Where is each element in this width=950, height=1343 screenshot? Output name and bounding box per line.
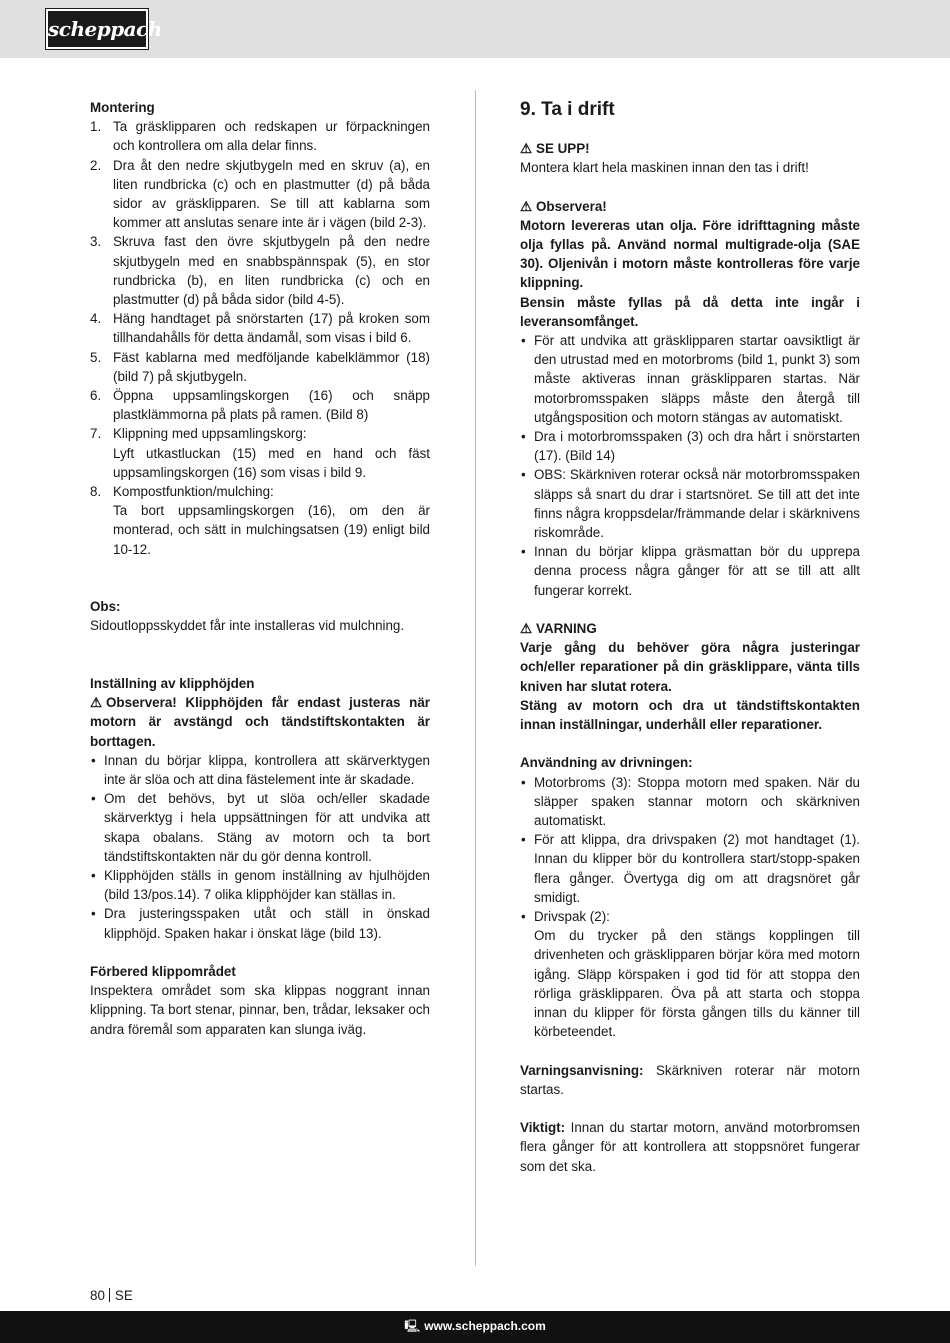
right-column [520,98,860,1176]
list-item: • Drivspak (2): Om du trycker på den stängs kopplingen till drivenheten och gräsklipparen börjar köra med motorn igång. Släpp körspaken i god tid för att stoppa den rörliga gräsklipparen. Öva på att starta och stoppa innan du klipper för första gången tills du känner till körbeteendet. [520,907,860,1041]
list-item: 4. Häng handtaget på snörstarten (17) på kroken som tillhandahålls för detta ändamål, som visas i bild 6. [90,311,430,346]
warning-icon: ⚠ [520,621,533,637]
list-item: 6. Öppna uppsamlingskorgen (16) och snäpp plastklämmorna på plats på ramen. (Bild 8) [90,388,430,423]
obs-text: Sidoutloppsskyddet får inte installeras vid mulchning. [90,618,405,634]
observera-text-2: Bensin måste fyllas på då detta inte ingår i leveransomfånget. [520,294,860,329]
list-item: • Innan du börjar klippa gräsmattan bör du upprepa denna process några gånger för att se till att allt fungerar korrekt. [520,542,860,600]
list-item: • För att klippa, dra drivspaken (2) mot handtaget (1). Innan du klipper bör du kontrollera start/stopp-spaken flera gånger. Övertyga dig om att dragsnöret går smidigt. [520,830,860,907]
start-bullets [520,331,860,600]
list-item-detail: Ta bort uppsamlingskorgen (16), om den är monterad, och sätt in mulchingsatsen (19) enligt bild 10-12. [113,503,430,557]
install-bullets [90,751,430,943]
page-footer [0,1311,950,1343]
list-item: 3. Skruva fast den övre skjutbygeln på den nedre skjutbygeln med en snabbspännspak (5), en stor rundbricka (b), en liten rundbricka (c) och en plastmutter (d) på båda sidor (bild 4-5). [90,234,430,308]
list-item: • Motorbroms (3): Stoppa motorn med spaken. När du släpper spaken stannar motorn och skärkniven automatiskt. [520,773,860,831]
viktigt-text: Viktigt: Innan du startar motorn, använd motorbromsen flera gånger för att kontrollera att stoppsnöret fungerar som det ska. [520,1120,860,1174]
obs-heading: Obs: [90,599,121,615]
varning-text-2: Stäng av motorn och dra ut tändstiftskontakten innan inställningar, underhåll eller reparationer. [520,697,860,733]
page-number: 80 SE [90,1288,133,1303]
list-item: 2. Dra åt den nedre skjutbygeln med en skruv (a), en liten rundbricka (c) och en plastmutter (d) på båda sidor av gräsklipparen. Se till att kablarna som kommer att anslutas senare inte är i vägen (bild 2-3). [90,157,430,231]
list-item: • Innan du börjar klippa, kontrollera att skärverktygen inte är slöa och att dina fästelement inte är skadade. [90,751,430,789]
list-item: 7. Klippning med uppsamlingskorg: Lyft utkastluckan (15) med en hand och fäst uppsamlingskorgen (16) som visas i bild 9. [90,424,430,482]
drive-bullets [520,773,860,1042]
list-item: • Om det behövs, byt ut slöa och/eller skadade skärverktyg i hela uppsättningen för att undvika att skapa obalans. Stäng av motorn och ta bort tändstiftskontakten när du gör denna kontroll. [90,789,430,866]
install-warning: ⚠ Observera! Klipphöjden får endast justeras när motorn är avstängd och tändstiftskontakten är borttagen. [90,695,430,749]
list-item: • Dra i motorbromsspaken (3) och dra hårt i snörstarten (17). (Bild 14) [520,427,860,465]
install-heading: Inställning av klipphöjden [90,676,255,692]
column-divider [475,90,476,1266]
page-header [0,0,950,58]
list-item-detail: Lyft utkastluckan (15) med en hand och fäst uppsamlingskorgen (16) som visas i bild 9. [113,445,430,480]
seupp-text: Montera klart hela maskinen innan den tas i drift! [520,160,809,176]
varning-heading: ⚠ VARNING [520,619,860,638]
observera-text-1: Motorn levereras utan olja. Före idrifttagning måste olja fyllas på. Använd normal multigrade-olja (SAE 30). Oljenivån i motorn måste kontrolleras före varje klippning. [520,217,860,291]
list-item: • För att undvika att gräsklipparen startar oavsiktligt är den utrustad med en motorbroms (bild 1, punkt 3) som måste aktiveras innan gräsklipparen startas. När motorbromsspaken släpps måste den återgå till utgångsposition och motorn stängas av automatiskt. [520,331,860,427]
list-item-detail: Om du trycker på den stängs kopplingen till drivenheten och gräsklipparen börjar köra med motorn igång. Släpp körspaken i god tid för att stoppa den rörliga gräsklipparen. Öva på att starta och stoppa innan du klipper för första gången tills du känner till körbeteendet. [534,928,860,1040]
list-item: 8. Kompostfunktion/mulching: Ta bort uppsamlingskorgen (16), om den är monterad, och sätt in mulchingsatsen (19) enligt bild 10-12. [90,482,430,559]
varning-text-1: Varje gång du behöver göra några justeringar och/eller reparationer på din gräsklippare, vänta tills kniven har slutat rotera. [520,640,860,694]
list-item: • Dra justeringsspaken utåt och ställ in önskad klipphöjd. Spaken hakar i önskat läge (bild 13). [90,904,430,942]
montering-list [90,117,430,559]
monitor-icon: 🖳 [404,1319,421,1333]
website-link[interactable]: www.scheppach.com [424,1319,546,1333]
prepare-text: Inspektera området som ska klippas noggrant innan klippning. Ta bort stenar, pinnar, ben, trådar, leksaker och andra föremål som apparaten kan slunga iväg. [90,983,430,1037]
prepare-heading: Förbered klippområdet [90,964,236,980]
list-item: • OBS: Skärkniven roterar också när motorbromsspaken släpps så snart du drar i startsnöret. Se till att det inte finns några kroppsdelar/främmande delar i skärknivens riskområde. [520,465,860,542]
observera-heading: ⚠ Observera! [520,197,860,216]
seupp-heading: ⚠ SE UPP! [520,139,860,158]
varningsanvisning-text: Varningsanvisning: Skärkniven roterar när motorn startas. [520,1062,860,1097]
list-item: 5. Fäst kablarna med medföljande kabelklämmor (18) (bild 7) på skjutbygeln. [90,349,430,384]
language-code: SE [114,1288,133,1303]
warning-icon: ⚠ [520,141,533,156]
warning-icon: ⚠ [520,198,533,214]
scheppach-logo: scheppach [46,9,148,49]
section-title: 9. Ta i drift [520,99,615,120]
drive-heading: Användning av drivningen: [520,755,693,771]
warning-icon: ⚠ [90,695,103,711]
list-item: 1. Ta gräsklipparen och redskapen ur förpackningen och kontrollera om alla delar finns. [90,119,430,154]
montering-heading: Montering [90,100,155,115]
left-column [90,98,430,1039]
list-item: • Klipphöjden ställs in genom inställning av hjulhöjden (bild 13/pos.14). 7 olika klipphöjder kan ställas in. [90,866,430,904]
